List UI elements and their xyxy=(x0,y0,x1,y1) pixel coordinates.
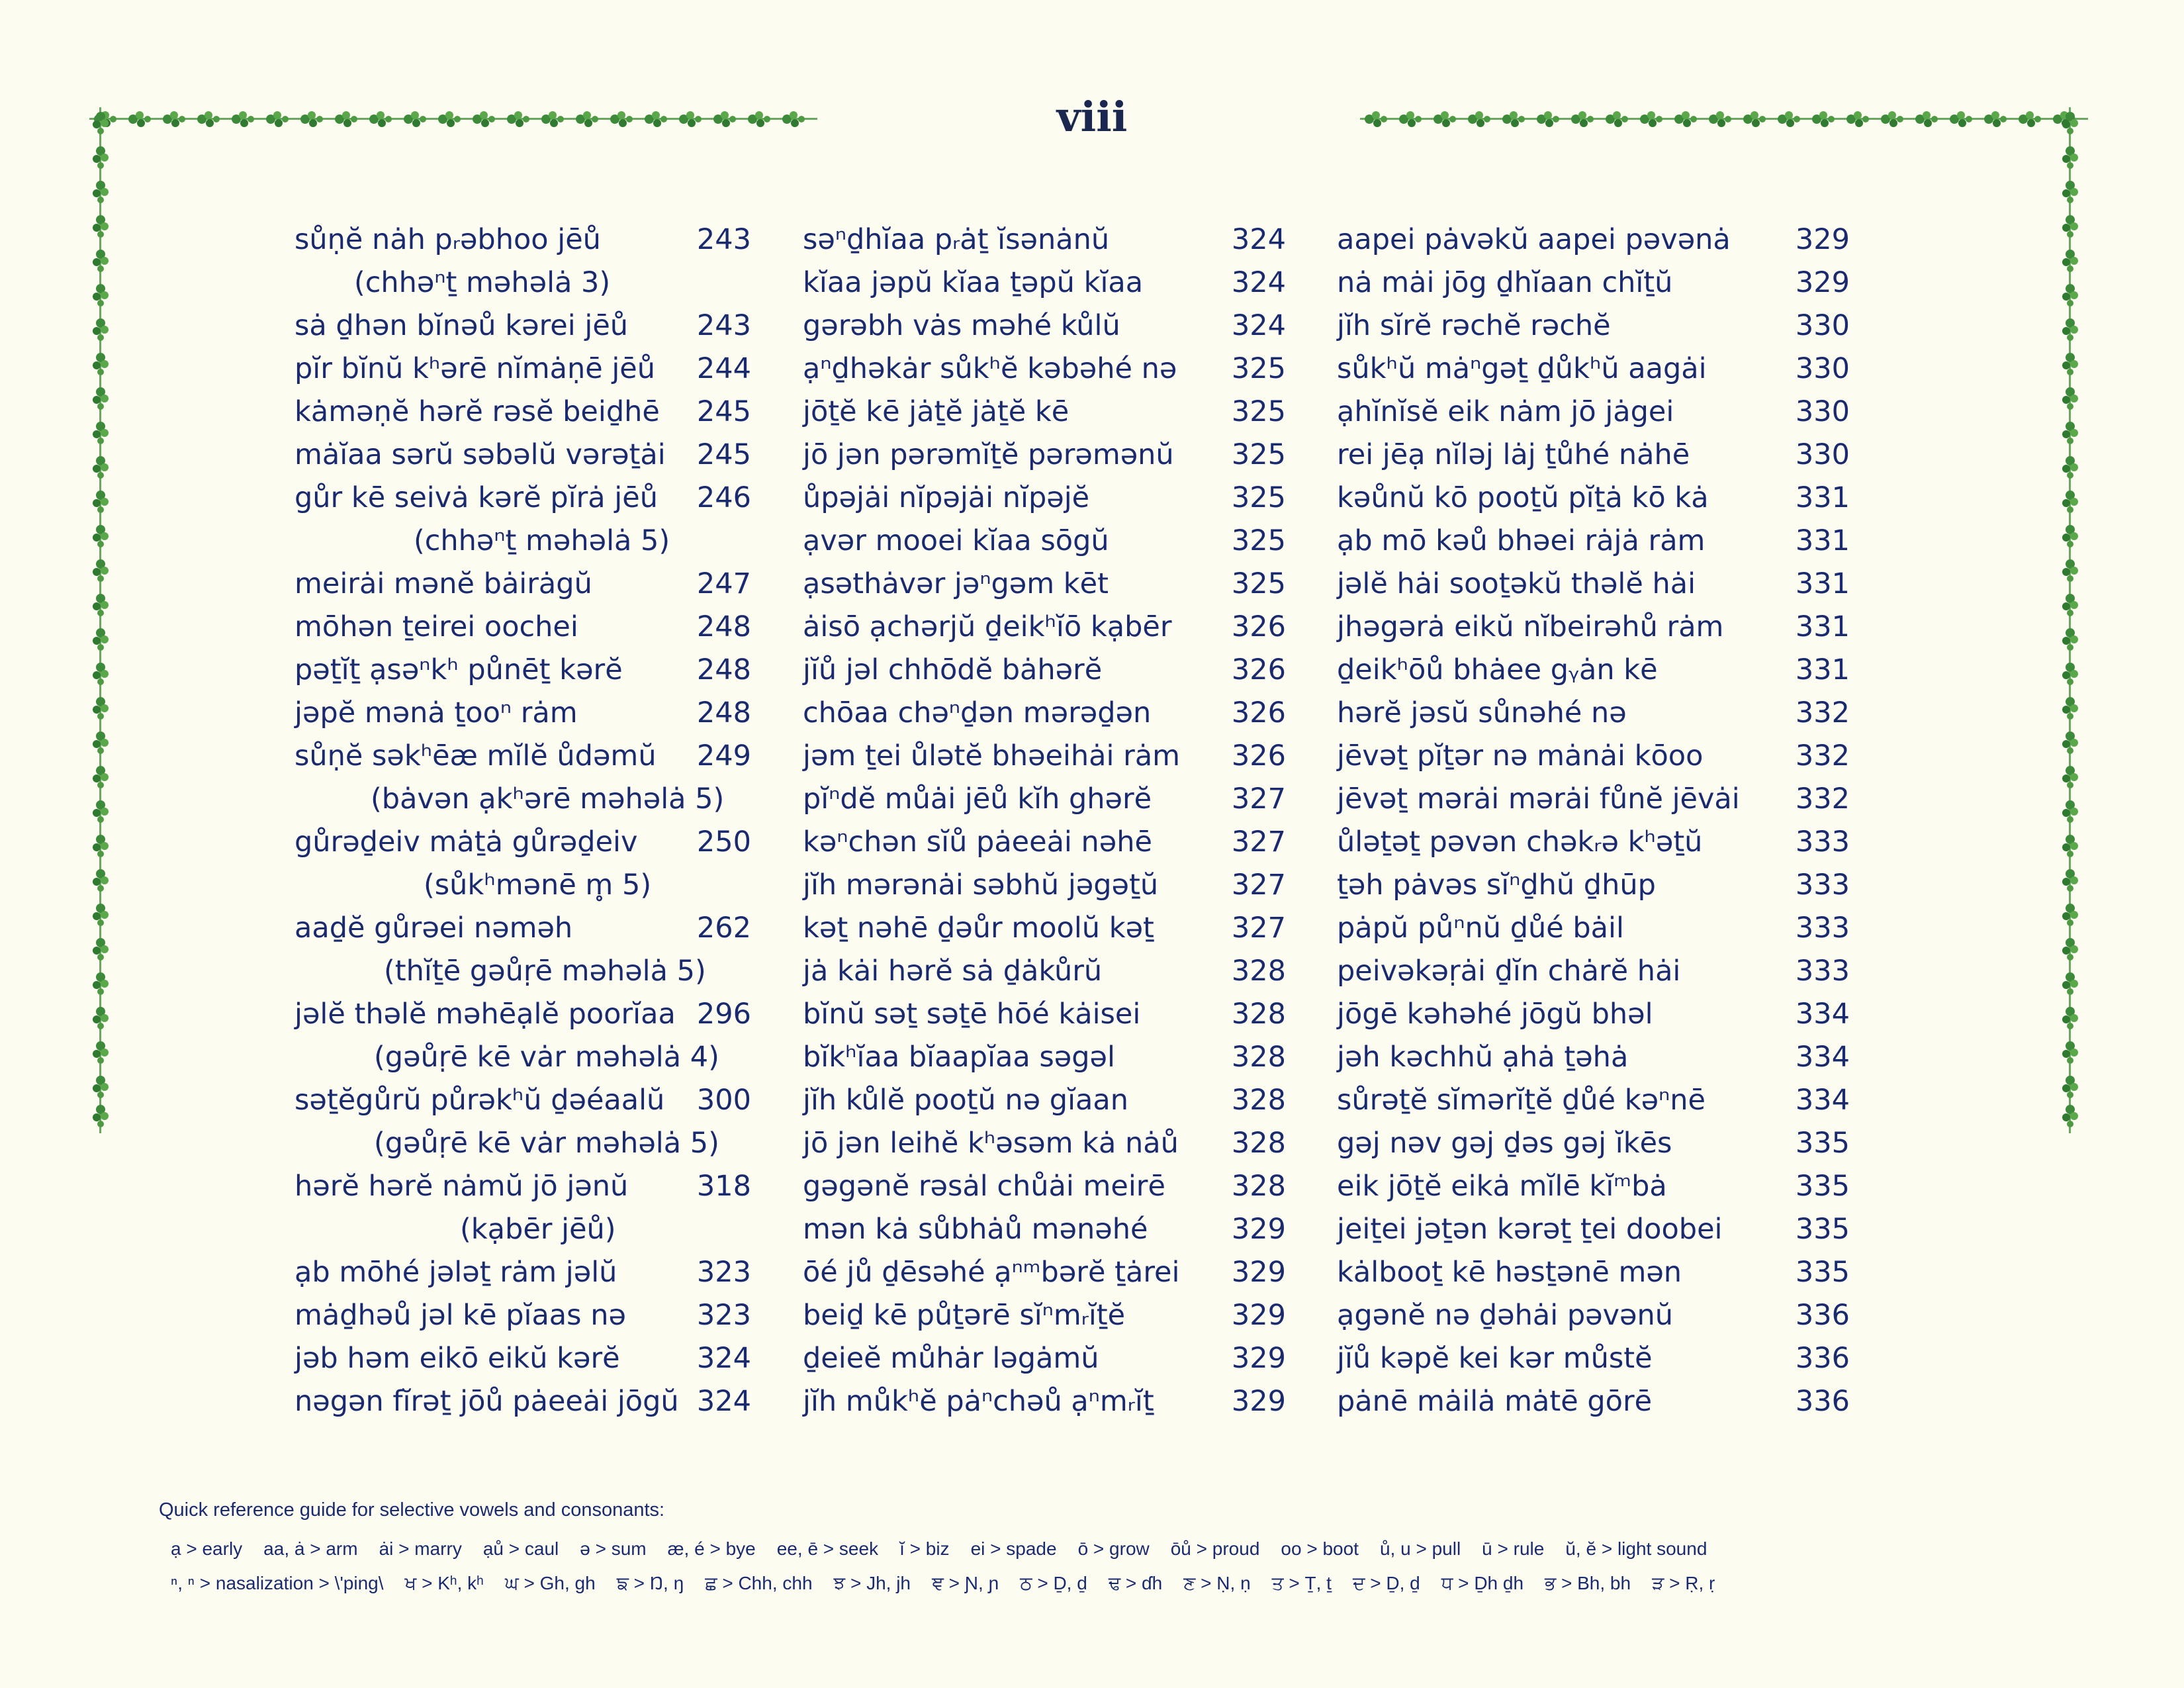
index-entry xyxy=(1337,993,1853,1036)
guide-item: ਣ > Ṇ, ṇ xyxy=(1183,1573,1251,1593)
page-number: viii xyxy=(1056,93,1128,141)
entry-title: ḏeieĕ můhȧr ləgȧmŭ xyxy=(803,1342,1099,1375)
guide-item: ōů > proud xyxy=(1170,1538,1260,1559)
entry-page-number: 247 xyxy=(696,567,751,600)
entry-title: kəⁿchən sĭů pȧeeȧi nəhē xyxy=(803,825,1152,859)
entry-page-number: 323 xyxy=(696,1256,751,1289)
index-entry xyxy=(1337,606,1853,649)
entry-title: pəṯĭṯ ạsəⁿkʰ půnēṯ kərĕ xyxy=(295,653,623,686)
entry-title: meirȧi mənĕ bȧirȧgŭ xyxy=(295,567,592,600)
index-entry xyxy=(1337,1036,1853,1079)
entry-title: kĭaa jəpŭ kĭaa ṯəpŭ kĭaa xyxy=(803,266,1144,299)
index-entry xyxy=(295,649,758,692)
index-entry xyxy=(295,821,758,864)
entry-title: jeiṯei jəṯən kərəṯ ṯei doobei xyxy=(1337,1213,1723,1246)
entry-title: jəm ṯei ůlətĕ bhəeihȧi rȧm xyxy=(803,739,1181,773)
index-entry xyxy=(803,950,1293,993)
entry-page-number: 327 xyxy=(1231,868,1286,902)
entry-title: jēvəṯ pĭṯər nə mȧnȧi kōoo xyxy=(1337,739,1704,773)
index-entry xyxy=(803,1380,1293,1423)
index-entry xyxy=(295,477,758,520)
entry-title: ạhĭnĭsĕ eik nȧm jō jȧgei xyxy=(1337,395,1674,428)
index-entry xyxy=(1337,391,1853,434)
entry-page-number: 328 xyxy=(1231,1170,1286,1203)
entry-title: peivəkəṛȧi ḏĭn chȧrĕ hȧi xyxy=(1337,955,1681,988)
entry-title: jəb həm eikō eikŭ kərĕ xyxy=(295,1342,620,1375)
index-entry xyxy=(295,563,758,606)
entry-page-number: 325 xyxy=(1231,395,1286,428)
entry-page-number: 333 xyxy=(1795,825,1850,859)
index-entry xyxy=(803,907,1293,950)
guide-item: ਠ > Ḏ, ḏ xyxy=(1020,1573,1087,1593)
index-entry xyxy=(1337,821,1853,864)
index-entry xyxy=(295,218,758,261)
entry-page-number: 262 xyxy=(696,912,751,945)
index-entry xyxy=(295,1165,758,1208)
section-title: (sůkʰmənē m̥ 5) xyxy=(424,868,652,902)
index-entry xyxy=(295,735,758,778)
entry-title: ōé jů ḏēsəhé ạⁿᵐbərĕ ṯȧrei xyxy=(803,1256,1180,1289)
index-entry xyxy=(1337,1208,1853,1251)
entry-title: ạsəthȧvər jəⁿgəm kēt xyxy=(803,567,1109,600)
index-entry xyxy=(1337,1337,1853,1380)
entry-page-number: 244 xyxy=(696,352,751,385)
entry-title: ṯəh pȧvəs sĭⁿḏhŭ ḏhūp xyxy=(1337,868,1656,902)
section-title: (bȧvən ạkʰərē məhəlȧ 5) xyxy=(371,782,725,816)
guide-vowels-row xyxy=(171,1532,1736,1566)
entry-page-number: 326 xyxy=(1231,653,1286,686)
guide-item: ੜ > Ṛ, ṛ xyxy=(1652,1573,1715,1593)
entry-page-number: 324 xyxy=(696,1385,751,1418)
entry-page-number: 329 xyxy=(1231,1299,1286,1332)
index-entry xyxy=(1337,305,1853,348)
index-entry xyxy=(803,305,1293,348)
entry-page-number: 300 xyxy=(696,1084,751,1117)
entry-title: jĭů kəpĕ kei kər můstĕ xyxy=(1337,1342,1653,1375)
guide-item: ਘ > Gh, gh xyxy=(504,1573,596,1593)
entry-page-number: 324 xyxy=(696,1342,751,1375)
entry-title: jȧ kȧi hərĕ sȧ ḏȧkůrŭ xyxy=(803,955,1103,988)
entry-page-number: 334 xyxy=(1795,998,1850,1031)
entry-title: ůpəjȧi nĭpəjȧi nĭpəjĕ xyxy=(803,481,1090,514)
entry-title: gůr kē seivȧ kərĕ pĭrȧ jēů xyxy=(295,481,658,514)
index-entry xyxy=(1337,735,1853,778)
entry-title: gəj nəv gəj ḏəs gəj ĭkēs xyxy=(1337,1127,1672,1160)
index-entry xyxy=(295,434,758,477)
index-entry xyxy=(1337,520,1853,563)
entry-title: ạⁿḏhəkȧr sůkʰĕ kəbəhé nə xyxy=(803,352,1177,385)
top-right-vine-border xyxy=(1360,107,2088,131)
entry-title: jəlĕ thəlĕ məhēạlĕ poorĭaa xyxy=(295,998,676,1031)
index-entry xyxy=(1337,778,1853,821)
entry-title: chōaa chəⁿḏən mərəḏən xyxy=(803,696,1152,729)
entry-page-number: 325 xyxy=(1231,352,1286,385)
index-entry xyxy=(1337,1165,1853,1208)
entry-page-number: 332 xyxy=(1795,782,1850,816)
entry-title: pĭr bĭnŭ kʰərē nĭmȧṇē jēů xyxy=(295,352,656,385)
guide-item: ਭ > Bh, bh xyxy=(1545,1573,1631,1593)
guide-item: ਦ > Ḏ, ḏ xyxy=(1352,1573,1420,1593)
entry-title: jəlĕ hȧi sooṯəkŭ thəlĕ hȧi xyxy=(1337,567,1696,600)
entry-page-number: 328 xyxy=(1231,998,1286,1031)
entry-page-number: 326 xyxy=(1231,739,1286,773)
index-entry xyxy=(803,434,1293,477)
entry-page-number: 325 xyxy=(1231,438,1286,471)
index-entry xyxy=(295,1079,758,1122)
entry-title: ạb mōhé jələṯ rȧm jəlŭ xyxy=(295,1256,617,1289)
entry-title: jĭh mərənȧi səbhŭ jəgəṯŭ xyxy=(803,868,1159,902)
entry-title: jəh kəchhŭ ạhȧ ṯəhȧ xyxy=(1337,1041,1629,1074)
entry-title: ạb mō kəů bhəei rȧjȧ rȧm xyxy=(1337,524,1706,557)
right-vine-border xyxy=(2058,107,2082,1133)
entry-title: ḏeikʰōů bhȧee gᵧȧn kē xyxy=(1337,653,1658,686)
guide-item: ů, u > pull xyxy=(1379,1538,1461,1559)
entry-title: gəgənĕ rəsȧl chůȧi meirē xyxy=(803,1170,1165,1203)
index-entry xyxy=(803,735,1293,778)
entry-title: nəgən fĭrəṯ jōů pȧeeȧi jōgŭ xyxy=(295,1385,679,1418)
entry-title: mōhən ṯeirei oochei xyxy=(295,610,578,643)
entry-title: pĭⁿdĕ můȧi jēů kĭh ghərĕ xyxy=(803,782,1152,816)
entry-page-number: 327 xyxy=(1231,782,1286,816)
entry-title: mȧḏhəů jəl kē pĭaas nə xyxy=(295,1299,626,1332)
entry-page-number: 325 xyxy=(1231,567,1286,600)
index-entry xyxy=(803,1165,1293,1208)
section-title: (thĭṯē gəůṛē məhəlȧ 5) xyxy=(384,955,706,988)
index-column-3 xyxy=(1337,218,1853,1423)
index-entry xyxy=(803,348,1293,391)
guide-item: ei > spade xyxy=(970,1538,1057,1559)
entry-title: mȧĭaa sərŭ səbəlŭ vərəṯȧi xyxy=(295,438,666,471)
index-entry xyxy=(803,1294,1293,1337)
index-entry xyxy=(803,692,1293,735)
index-entry xyxy=(803,1251,1293,1294)
entry-page-number: 334 xyxy=(1795,1041,1850,1074)
entry-page-number: 248 xyxy=(696,696,751,729)
entry-page-number: 331 xyxy=(1795,481,1850,514)
entry-title: pȧpŭ půⁿnŭ ḏůé bȧil xyxy=(1337,912,1624,945)
section-heading xyxy=(295,864,758,907)
entry-page-number: 331 xyxy=(1795,567,1850,600)
entry-title: jĭh můkʰĕ pȧⁿchəů ạⁿmᵣĭṯ xyxy=(803,1385,1154,1418)
entry-title: hərĕ hərĕ nȧmŭ jō jənŭ xyxy=(295,1170,629,1203)
entry-title: kȧlbooṯ kē həsṯənē mən xyxy=(1337,1256,1682,1289)
entry-page-number: 296 xyxy=(696,998,751,1031)
guide-item: ਤ > Ṯ, ṯ xyxy=(1271,1573,1332,1593)
index-entry xyxy=(1337,261,1853,305)
index-entry xyxy=(295,305,758,348)
guide-item: ਞ > Ɲ, ɲ xyxy=(932,1573,999,1593)
entry-page-number: 327 xyxy=(1231,912,1286,945)
reference-guide xyxy=(159,1499,1736,1601)
entry-page-number: 330 xyxy=(1795,352,1850,385)
entry-page-number: 330 xyxy=(1795,395,1850,428)
entry-title: jĭh kůlĕ pooṯŭ nə gĭaan xyxy=(803,1084,1128,1117)
entry-page-number: 329 xyxy=(1231,1256,1286,1289)
entry-title: jōṯĕ kē jȧṯĕ jȧṯĕ kē xyxy=(803,395,1069,428)
guide-consonants-row xyxy=(171,1566,1736,1601)
entry-page-number: 335 xyxy=(1795,1127,1850,1160)
entry-page-number: 328 xyxy=(1231,1084,1286,1117)
entry-page-number: 336 xyxy=(1795,1299,1850,1332)
index-entry xyxy=(1337,1122,1853,1165)
entry-title: kȧməṇĕ hərĕ rəsĕ beiḏhē xyxy=(295,395,660,428)
entry-title: pȧnē mȧilȧ mȧtē gōrē xyxy=(1337,1385,1653,1418)
guide-item: ō > grow xyxy=(1077,1538,1150,1559)
entry-page-number: 326 xyxy=(1231,610,1286,643)
entry-title: bĭnŭ səṯ səṯē hōé kȧisei xyxy=(803,998,1141,1031)
entry-page-number: 248 xyxy=(696,610,751,643)
top-left-vine-border xyxy=(89,107,817,131)
index-entry xyxy=(803,261,1293,305)
entry-page-number: 329 xyxy=(1231,1342,1286,1375)
entry-page-number: 328 xyxy=(1231,955,1286,988)
entry-title: aapei pȧvəkŭ aapei pəvənȧ xyxy=(1337,223,1731,256)
entry-title: hərĕ jəsŭ sůnəhé nə xyxy=(1337,696,1627,729)
entry-page-number: 250 xyxy=(696,825,751,859)
entry-page-number: 324 xyxy=(1231,223,1286,256)
guide-item: ਧ > Ḏh ḏh xyxy=(1441,1573,1524,1593)
section-title: (chhəⁿṯ məhəlȧ 5) xyxy=(414,524,670,557)
index-entry xyxy=(1337,348,1853,391)
index-entry xyxy=(803,1079,1293,1122)
guide-item: ee, ē > seek xyxy=(776,1538,879,1559)
index-entry xyxy=(295,993,758,1036)
index-entry xyxy=(295,1251,758,1294)
entry-page-number: 325 xyxy=(1231,524,1286,557)
index-entry xyxy=(803,778,1293,821)
section-heading xyxy=(295,261,758,305)
guide-item: ĭ > biz xyxy=(899,1538,950,1559)
entry-page-number: 327 xyxy=(1231,825,1286,859)
entry-title: beiḏ kē půṯərē sĭⁿmᵣĭṯĕ xyxy=(803,1299,1126,1332)
section-title: (gəůṛē kē vȧr məhəlȧ 4) xyxy=(374,1041,719,1074)
entry-page-number: 329 xyxy=(1795,223,1850,256)
section-heading xyxy=(295,950,758,993)
entry-page-number: 331 xyxy=(1795,610,1850,643)
section-title: (kạbēr jēů) xyxy=(460,1213,616,1246)
entry-page-number: 243 xyxy=(696,223,751,256)
entry-page-number: 336 xyxy=(1795,1342,1850,1375)
entry-title: gərəbh vȧs məhé kůlŭ xyxy=(803,309,1120,342)
index-column-1 xyxy=(295,218,758,1423)
section-heading xyxy=(295,1122,758,1165)
entry-title: kəṯ nəhē ḏəůr moolŭ kəṯ xyxy=(803,912,1154,945)
guide-item: ਙ > Ŋ, ŋ xyxy=(616,1573,684,1593)
index-entry xyxy=(295,1380,758,1423)
entry-page-number: 333 xyxy=(1795,868,1850,902)
entry-title: jĭů jəl chhōdĕ bȧhərĕ xyxy=(803,653,1103,686)
entry-title: ůləṯəṯ pəvən chəkᵣə kʰəṯŭ xyxy=(1337,825,1703,859)
index-entry xyxy=(1337,950,1853,993)
index-entry xyxy=(1337,692,1853,735)
entry-page-number: 331 xyxy=(1795,653,1850,686)
entry-title: jēvəṯ mərȧi mərȧi fůnĕ jēvȧi xyxy=(1337,782,1740,816)
guide-item: ạ > early xyxy=(171,1538,243,1559)
entry-page-number: 330 xyxy=(1795,309,1850,342)
entry-title: nȧ mȧi jōg ḏhĭaan chĭṯŭ xyxy=(1337,266,1673,299)
entry-page-number: 325 xyxy=(1231,481,1286,514)
entry-title: eik jōṯĕ eikȧ mĭlē kĭᵐbȧ xyxy=(1337,1170,1667,1203)
index-entry xyxy=(803,477,1293,520)
index-entry xyxy=(1337,477,1853,520)
entry-page-number: 326 xyxy=(1231,696,1286,729)
section-heading xyxy=(295,1208,758,1251)
entry-title: sůṇĕ nȧh pᵣəbhoo jēů xyxy=(295,223,601,256)
index-entry xyxy=(803,993,1293,1036)
index-entry xyxy=(1337,218,1853,261)
index-entry xyxy=(295,1337,758,1380)
index-entry xyxy=(803,606,1293,649)
entry-page-number: 245 xyxy=(696,438,751,471)
index-entry xyxy=(295,692,758,735)
entry-title: səⁿḏhĭaa pᵣȧṯ ĭsənȧnŭ xyxy=(803,223,1110,256)
entry-page-number: 336 xyxy=(1795,1385,1850,1418)
entry-page-number: 329 xyxy=(1795,266,1850,299)
guide-item: ū > rule xyxy=(1482,1538,1545,1559)
entry-title: ȧisō ạchərjŭ ḏeikʰĭō kạbēr xyxy=(803,610,1172,643)
entry-page-number: 334 xyxy=(1795,1084,1850,1117)
entry-title: jōgē kəhəhé jōgŭ bhəl xyxy=(1337,998,1653,1031)
section-title: (gəůṛē kē vȧr məhəlȧ 5) xyxy=(374,1127,719,1160)
guide-item: ⁿ, ⁿ > nasalization > \'ping\ xyxy=(171,1573,384,1593)
entry-page-number: 332 xyxy=(1795,739,1850,773)
entry-title: səṯĕgůrŭ půrəkʰŭ ḏəéaalŭ xyxy=(295,1084,665,1117)
index-entry xyxy=(803,649,1293,692)
index-entry xyxy=(803,1036,1293,1079)
entry-title: sůkʰŭ mȧⁿgəṯ ḏůkʰŭ aagȧi xyxy=(1337,352,1707,385)
entry-page-number: 335 xyxy=(1795,1170,1850,1203)
guide-item: ŭ, ĕ > light sound xyxy=(1565,1538,1707,1559)
index-entry xyxy=(803,218,1293,261)
guide-item: ə > sum xyxy=(580,1538,647,1559)
index-entry xyxy=(803,1337,1293,1380)
section-heading xyxy=(295,520,758,563)
entry-page-number: 323 xyxy=(696,1299,751,1332)
entry-page-number: 318 xyxy=(696,1170,751,1203)
guide-item: ਝ > Jh, jh xyxy=(833,1573,911,1593)
entry-title: jō jən pərəmĭṯĕ pərəmənŭ xyxy=(803,438,1174,471)
index-entry xyxy=(1337,563,1853,606)
guide-item: æ, é > bye xyxy=(667,1538,756,1559)
index-entry xyxy=(803,1208,1293,1251)
entry-title: jəpĕ mənȧ ṯooⁿ rȧm xyxy=(295,696,578,729)
index-entry xyxy=(295,606,758,649)
index-entry xyxy=(295,348,758,391)
entry-title: sȧ ḏhən bĭnəů kərei jēů xyxy=(295,309,629,342)
index-entry xyxy=(295,391,758,434)
index-entry xyxy=(295,907,758,950)
entry-page-number: 324 xyxy=(1231,309,1286,342)
index-entry xyxy=(1337,864,1853,907)
index-entry xyxy=(1337,649,1853,692)
section-heading xyxy=(295,1036,758,1079)
entry-page-number: 333 xyxy=(1795,912,1850,945)
entry-page-number: 248 xyxy=(696,653,751,686)
index-entry xyxy=(803,520,1293,563)
entry-title: bĭkʰĭaa bĭaapĭaa səgəl xyxy=(803,1041,1115,1074)
entry-page-number: 249 xyxy=(696,739,751,773)
entry-title: mən kȧ sůbhȧů mənəhé xyxy=(803,1213,1148,1246)
entry-page-number: 335 xyxy=(1795,1256,1850,1289)
entry-title: ạgənĕ nə ḏəhȧi pəvənŭ xyxy=(1337,1299,1673,1332)
entry-title: rei jēạ nĭləj lȧj ṯůhé nȧhē xyxy=(1337,438,1690,471)
guide-item: oo > boot xyxy=(1281,1538,1359,1559)
guide-item: ਢ > ɗh xyxy=(1108,1573,1163,1593)
entry-page-number: 245 xyxy=(696,395,751,428)
entry-title: jō jən leihĕ kʰəsəm kȧ nȧů xyxy=(803,1127,1179,1160)
index-entry xyxy=(1337,434,1853,477)
entry-page-number: 246 xyxy=(696,481,751,514)
index-entry xyxy=(1337,907,1853,950)
section-heading xyxy=(295,778,758,821)
index-entry xyxy=(1337,1380,1853,1423)
entry-title: sůrəṯĕ sĭmərĭṯĕ ḏůé kəⁿnē xyxy=(1337,1084,1706,1117)
index-entry xyxy=(803,563,1293,606)
guide-title: Quick reference guide for selective vowels and consonants: xyxy=(159,1499,665,1521)
guide-item: ਛ > Chh, chh xyxy=(705,1573,813,1593)
index-entry xyxy=(803,391,1293,434)
guide-item: ȧi > marry xyxy=(379,1538,462,1559)
entry-page-number: 329 xyxy=(1231,1385,1286,1418)
entry-page-number: 329 xyxy=(1231,1213,1286,1246)
entry-title: jhəgərȧ eikŭ nĭbeirəhů rȧm xyxy=(1337,610,1724,643)
entry-title: aaḏĕ gůrəei nəməh xyxy=(295,912,573,945)
entry-page-number: 333 xyxy=(1795,955,1850,988)
entry-page-number: 324 xyxy=(1231,266,1286,299)
section-title: (chhəⁿṯ məhəlȧ 3) xyxy=(354,266,611,299)
entry-page-number: 328 xyxy=(1231,1127,1286,1160)
entry-title: gůrəḏeiv mȧṯȧ gůrəḏeiv xyxy=(295,825,638,859)
guide-item: ਖ > Kʰ, kʰ xyxy=(404,1573,484,1593)
entry-page-number: 332 xyxy=(1795,696,1850,729)
index-entry xyxy=(295,1294,758,1337)
guide-item: aa, ȧ > arm xyxy=(263,1538,358,1559)
entry-page-number: 328 xyxy=(1231,1041,1286,1074)
entry-title: sůṇĕ səkʰēæ mĭlĕ ůdəmŭ xyxy=(295,739,657,773)
left-vine-border xyxy=(89,107,113,1133)
index-column-2 xyxy=(803,218,1293,1423)
index-entry xyxy=(1337,1251,1853,1294)
entry-title: ạvər mooei kĭaa sōgŭ xyxy=(803,524,1109,557)
entry-title: kəůnŭ kō pooṯŭ pĭṯȧ kō kȧ xyxy=(1337,481,1709,514)
index-entry xyxy=(803,1122,1293,1165)
index-entry xyxy=(1337,1294,1853,1337)
entry-page-number: 331 xyxy=(1795,524,1850,557)
guide-item: ạů > caul xyxy=(482,1538,559,1559)
entry-page-number: 243 xyxy=(696,309,751,342)
index-entry xyxy=(803,864,1293,907)
index-entry xyxy=(1337,1079,1853,1122)
entry-page-number: 330 xyxy=(1795,438,1850,471)
index-entry xyxy=(803,821,1293,864)
entry-title: jĭh sĭrĕ rəchĕ rəchĕ xyxy=(1337,309,1611,342)
entry-page-number: 335 xyxy=(1795,1213,1850,1246)
